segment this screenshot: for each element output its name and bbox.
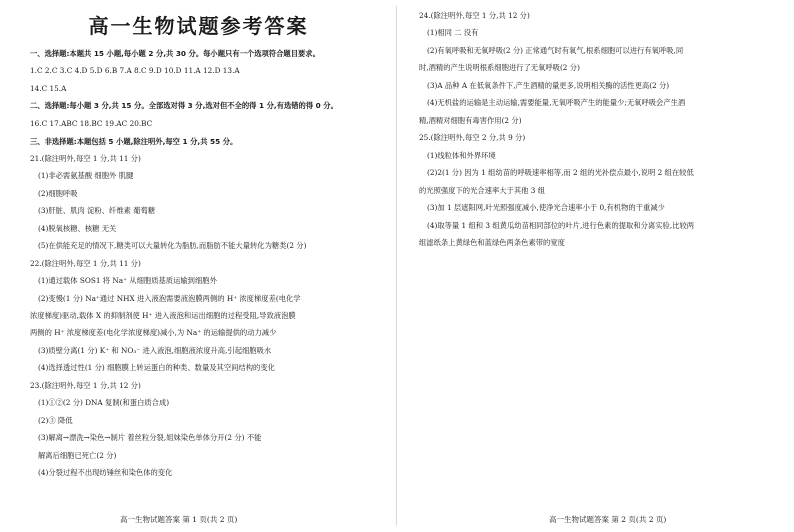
answer-line: (4)脱氧核糖、核糖 无关 xyxy=(38,224,117,233)
answer-line: (1)①②(2 分) DNA 复制(和蛋白质合成) xyxy=(38,398,170,407)
answer-line: 精,酒精对细胞有毒害作用(2 分) xyxy=(419,116,522,125)
answer-line: (2)2(1 分) 因为 1 组幼苗的呼吸速率相等,而 2 组的光补偿点最小,说明 2 组在较低 xyxy=(427,168,694,177)
answer-line: 时,酒精的产生说明根系细胞进行了无氧呼吸(2 分) xyxy=(419,63,580,72)
answer-line: 14.C 15.A xyxy=(30,84,67,93)
answer-line: 组滤纸条上黄绿色和蓝绿色两条色素带的宽度 xyxy=(419,238,565,247)
answer-line: (2)变慢(1 分) Na⁺通过 NHX 进入液泡需要液泡膜两侧的 H⁺ 浓度梯度差(电化学 xyxy=(38,294,301,303)
answer-line: (3)质壁分离(1 分) K⁺ 和 NO₃⁻ 进入液泡,细胞液浓度升高,引起细胞吸水 xyxy=(38,346,272,355)
answer-line: (3)肝脏、肌肉 淀粉、纤维素 葡萄糖 xyxy=(38,206,156,215)
answer-line: (2)细胞呼吸 xyxy=(38,189,78,198)
answer-line: 1.C 2.C 3.C 4.D 5.D 6.B 7.A 8.C 9.D 10.D 11.A 12.D 13.A xyxy=(30,66,240,75)
answer-line: (4)分裂过程不出现纺锤丝和染色体的变化 xyxy=(38,468,173,477)
answer-line: (1)相同 二 没有 xyxy=(427,28,479,37)
answer-line: (2)有氧呼吸和无氧呼吸(2 分) 正常通气时有氧气,根系细胞可以进行有氧呼吸,同 xyxy=(427,46,684,55)
answer-line: (3)解离→漂洗→染色→制片 着丝粒分裂,姐妹染色单体分开(2 分) 不能 xyxy=(38,433,262,442)
question-heading: 24.(除注明外,每空 1 分,共 12 分) xyxy=(419,11,530,20)
question-heading: 25.(除注明外,每空 2 分,共 9 分) xyxy=(419,133,526,142)
answer-line: 解离后细胞已死亡(2 分) xyxy=(38,451,117,460)
answer-line: (4)无机盐的运输是主动运输,需要能量,无氧呼吸产生的能量少;无氧呼吸会产生酒 xyxy=(427,98,686,107)
question-heading: 21.(除注明外,每空 1 分,共 11 分) xyxy=(30,154,141,163)
question-heading: 23.(除注明外,每空 1 分,共 12 分) xyxy=(30,381,141,390)
answer-line: (5)在供能充足的情况下,糖类可以大量转化为脂肪,而脂肪不能大量转化为糖类(2 分) xyxy=(38,241,307,250)
section-2-heading: 二、选择题:每小题 3 分,共 15 分。全部选对得 3 分,选对但不全的得 1 分,有选错的得 0 分。 xyxy=(30,101,338,110)
answer-line: 的光照强度下的光合速率大于其他 3 组 xyxy=(419,186,546,195)
answer-line: (3)A 品种 A 在低氧条件下,产生酒精的量更多,说明相关酶的活性更高(2 分) xyxy=(427,81,670,90)
answer-page-2 xyxy=(397,0,794,532)
answer-line: (3)加 1 层遮阳网,叶光照强度减小,使净光合速率小于 0,有机物的干重减少 xyxy=(427,203,665,212)
section-3-heading: 三、非选择题:本题包括 5 小题,除注明外,每空 1 分,共 55 分。 xyxy=(30,137,238,146)
answer-line: (4)选择透过性(1 分) 细胞膜上转运蛋白的种类、数量及其空间结构的变化 xyxy=(38,363,275,372)
answer-line: (2)③ 降低 xyxy=(38,416,73,425)
answer-line: (1)线粒体和外界环境 xyxy=(427,151,496,160)
page-title: 高一生物试题参考答案 xyxy=(88,14,309,38)
section-1-heading: 一、选择题:本题共 15 小题,每小题 2 分,共 30 分。每小题只有一个选项符合题目要求。 xyxy=(30,49,320,58)
answer-line: 浓度梯度)驱动,载体 X 的抑制剂使 H⁺ 进入液泡和运出细胞的过程受阻,导致液泡膜 xyxy=(30,311,296,320)
answer-line: (1)通过载体 SOS1 将 Na⁺ 从细胞质基质运输到细胞外 xyxy=(38,276,217,285)
answer-line: 16.C 17.ABC 18.BC 19.AC 20.BC xyxy=(30,119,153,128)
page-footer: 高一生物试题答案 第 1 页(共 2 页) xyxy=(120,515,238,524)
answer-line: (1)非必需氨基酸 细胞外 肌腱 xyxy=(38,171,134,180)
answer-line: (4)取等量 1 组和 3 组黄瓜幼苗相同部位的叶片,进行色素的提取和分离实验,比较两 xyxy=(427,221,695,230)
answer-line: 两侧的 H⁺ 浓度梯度差(电化学浓度梯度)减小,为 Na⁺ 的运输提供的动力减少 xyxy=(30,328,277,337)
question-heading: 22.(除注明外,每空 1 分,共 11 分) xyxy=(30,259,141,268)
page-footer: 高一生物试题答案 第 2 页(共 2 页) xyxy=(549,515,667,524)
